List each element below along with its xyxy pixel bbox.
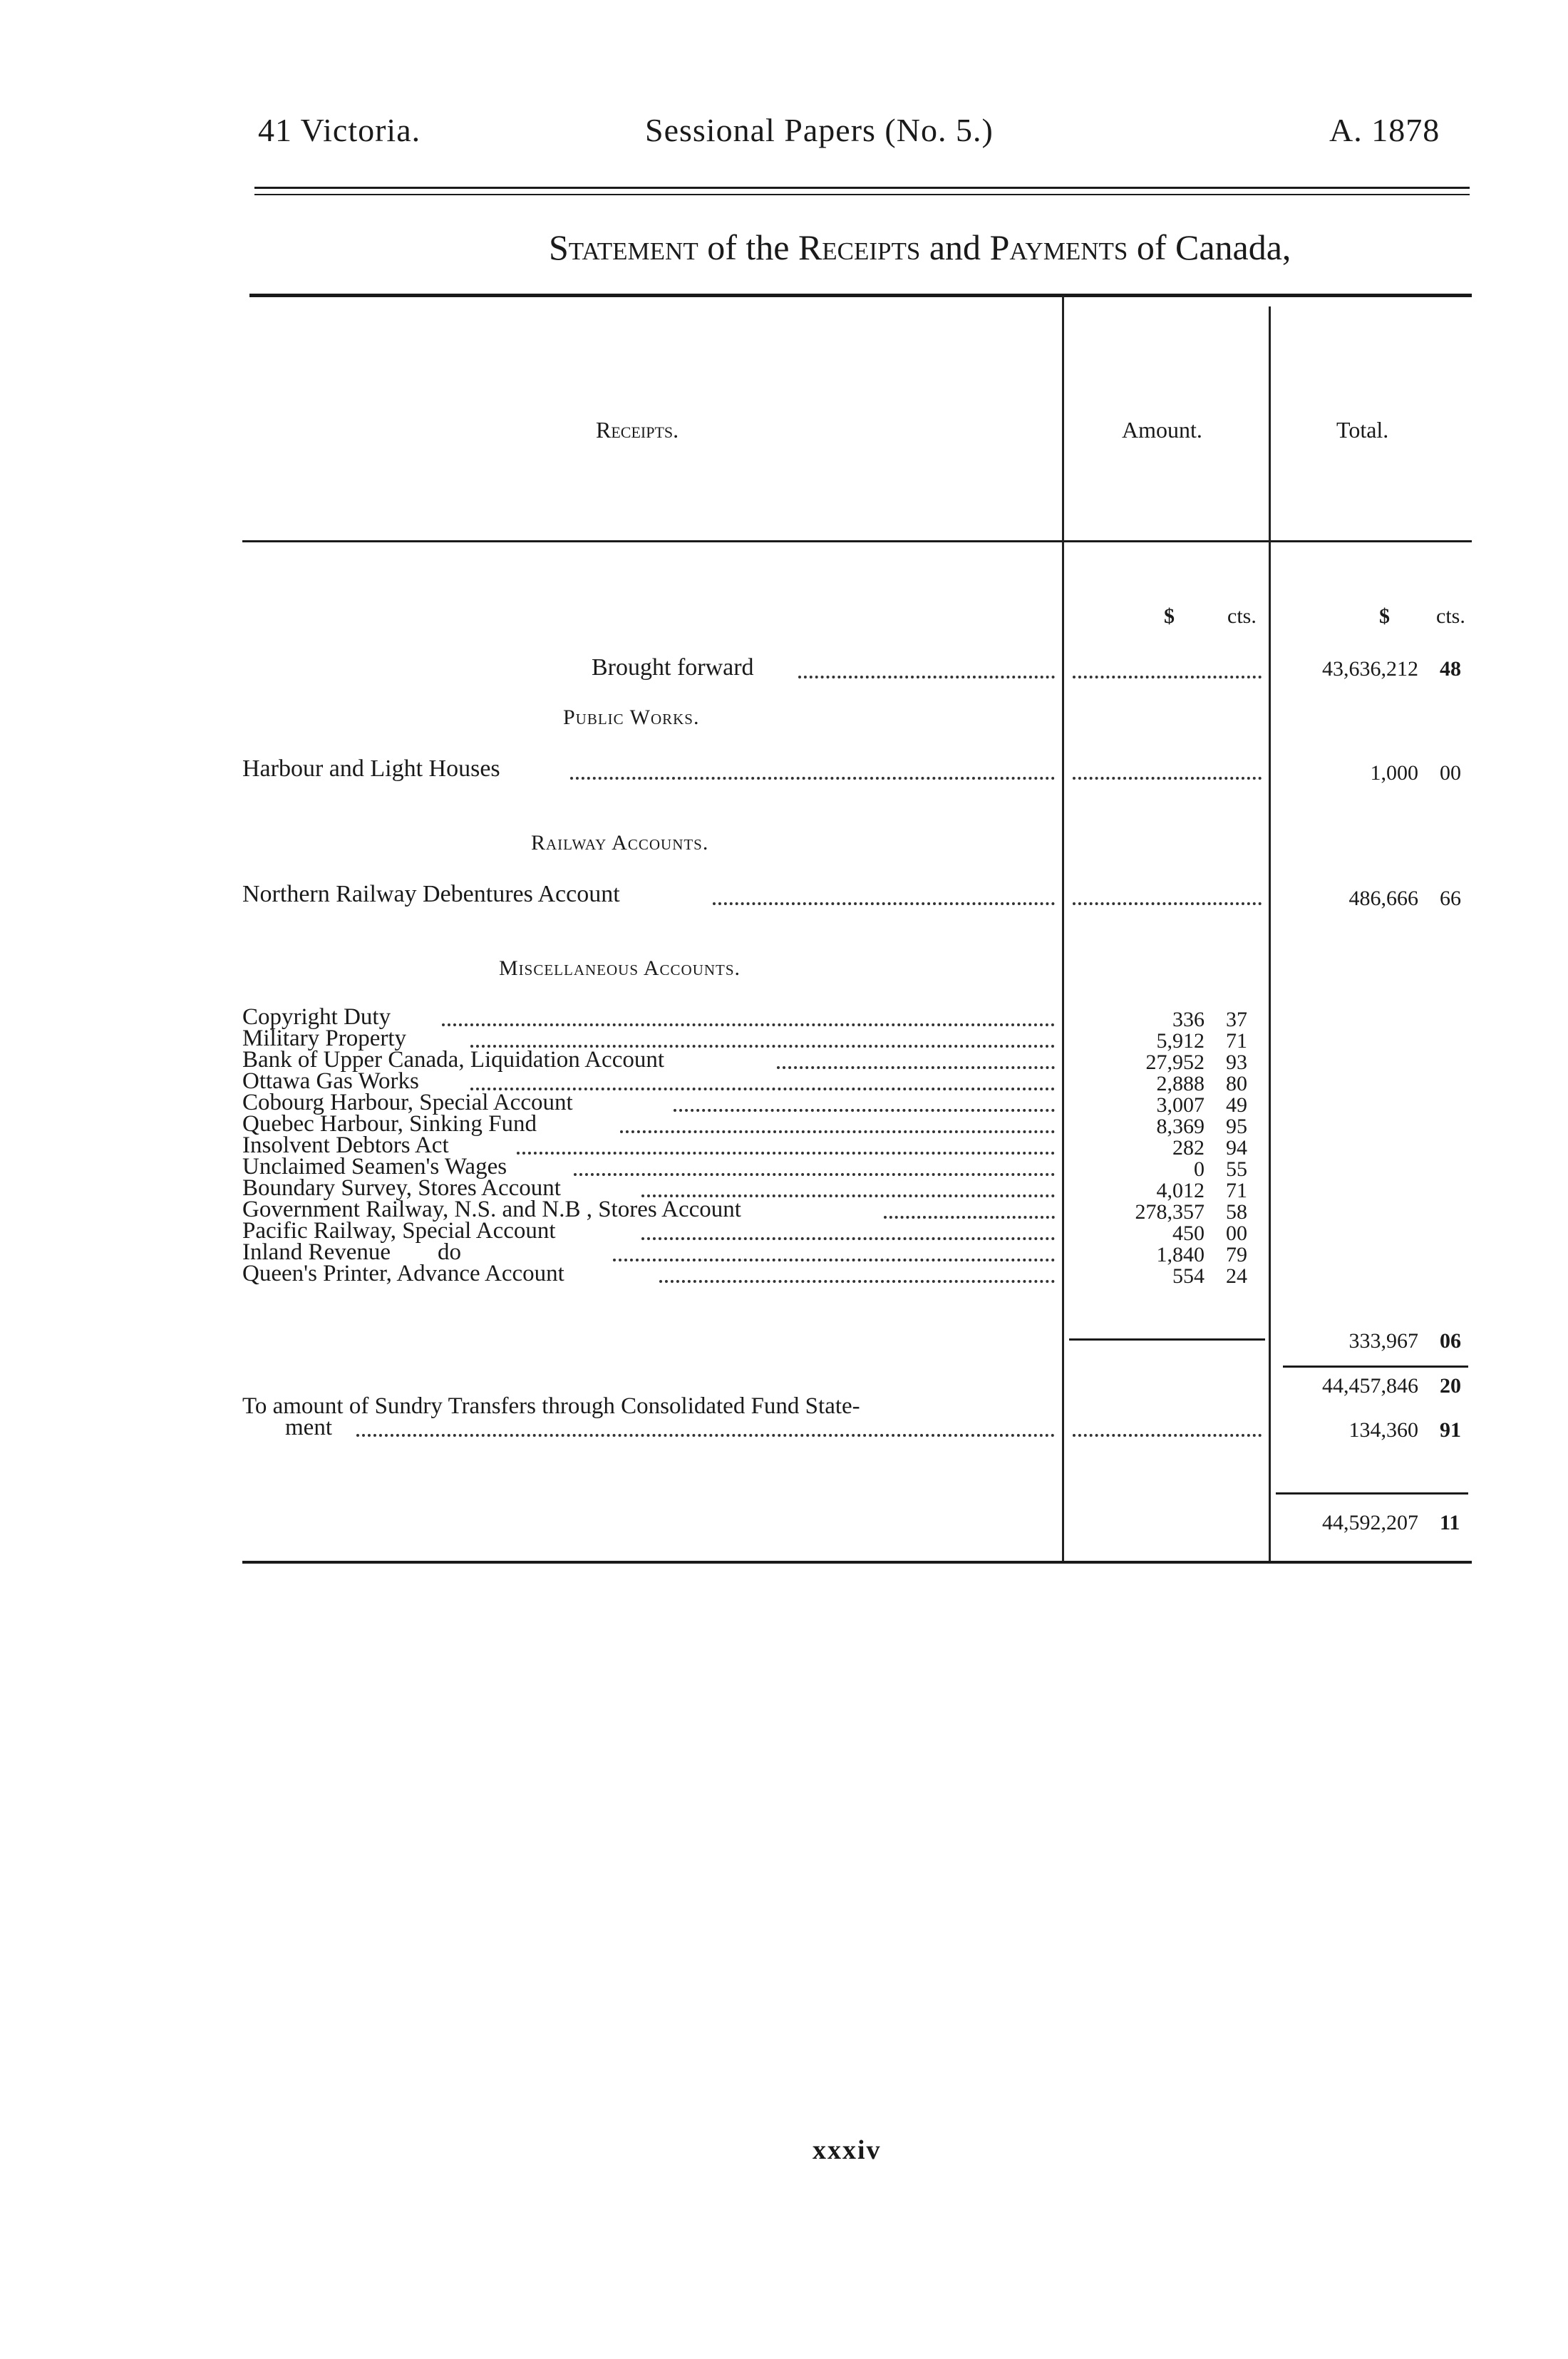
list-item-government-railway: Government Railway, N.S. and N.B , Stores Account (242, 1197, 741, 1222)
header-left: 41 Victoria. (258, 112, 421, 148)
cents-pacific-railway: 00 (1226, 1222, 1247, 1245)
cents-inland-revenue: 79 (1226, 1243, 1247, 1266)
leader-dots (777, 1066, 1055, 1069)
header-rule-top (254, 187, 1470, 189)
cents-cobourg-harbour: 49 (1226, 1093, 1247, 1117)
page-number: xxxiv (813, 2135, 882, 2165)
leader-dots (470, 1045, 1055, 1048)
amount-cobourg-harbour: 3,007 (1156, 1093, 1205, 1117)
amount-pacific-railway: 450 (1172, 1222, 1205, 1245)
header-right: A. 1878 (1329, 112, 1440, 148)
amount-dollar-unit: $ (1164, 604, 1175, 628)
leader-dots (884, 1216, 1055, 1219)
miscellaneous-total-cents: 06 (1440, 1329, 1461, 1353)
leader-dots (356, 1434, 1055, 1437)
leader-dots (674, 1109, 1055, 1112)
cents-government-railway: 58 (1226, 1200, 1247, 1224)
harbour-total: 1,000 (1370, 761, 1418, 785)
list-item-military-property: Military Property (242, 1026, 407, 1051)
amount-insolvent-debtors: 282 (1172, 1136, 1205, 1160)
amount-column-divider (1062, 296, 1064, 1561)
receipts-column-header: Receipts. (596, 417, 679, 443)
grand-total-rule (1276, 1492, 1468, 1495)
cents-ottawa-gas-works: 80 (1226, 1072, 1247, 1095)
leader-dots (1073, 1434, 1262, 1437)
public-works-heading: Public Works. (563, 706, 700, 729)
cents-military-property: 71 (1226, 1029, 1247, 1053)
total-column-divider (1269, 306, 1271, 1561)
northern-railway-total-cents: 66 (1440, 887, 1461, 910)
brought-forward-total-cents: 48 (1440, 657, 1461, 681)
leader-dots (570, 777, 1055, 780)
leader-dots (613, 1259, 1055, 1261)
leader-dots (517, 1152, 1055, 1155)
cents-queens-printer: 24 (1226, 1264, 1247, 1288)
total-dollar-unit: $ (1379, 604, 1390, 628)
amount-unclaimed-wages: 0 (1194, 1157, 1205, 1181)
subtotal-rule (1283, 1366, 1468, 1368)
leader-dots (641, 1237, 1055, 1240)
list-item-cobourg-harbour: Cobourg Harbour, Special Account (242, 1090, 573, 1115)
amount-ottawa-gas-works: 2,888 (1156, 1072, 1205, 1095)
list-item-ottawa-gas-works: Ottawa Gas Works (242, 1068, 419, 1094)
leader-dots (574, 1173, 1055, 1176)
total-column-header: Total. (1336, 417, 1389, 443)
leader-dots (470, 1088, 1055, 1090)
list-item-copyright-duty: Copyright Duty (242, 1004, 391, 1030)
list-item-unclaimed-wages: Unclaimed Seamen's Wages (242, 1154, 507, 1180)
cents-bank-upper-canada: 93 (1226, 1051, 1247, 1074)
amount-cents-unit: cts. (1227, 604, 1257, 628)
amount-quebec-harbour: 8,369 (1156, 1115, 1205, 1138)
grand-total-cents: 11 (1440, 1511, 1460, 1534)
northern-railway-total: 486,666 (1348, 887, 1418, 910)
miscellaneous-total: 333,967 (1348, 1329, 1418, 1353)
amount-queens-printer: 554 (1172, 1264, 1205, 1288)
amount-inland-revenue: 1,840 (1156, 1243, 1205, 1266)
statement-title: Statement of the Receipts and Payments of Canada, (549, 227, 1291, 267)
northern-railway-label: Northern Railway Debentures Account (242, 881, 620, 907)
cents-copyright-duty: 37 (1226, 1008, 1247, 1031)
brought-forward-total: 43,636,212 (1322, 657, 1418, 681)
harbour-total-cents: 00 (1440, 761, 1461, 785)
table-top-rule (249, 294, 1472, 297)
leader-dots (1073, 676, 1262, 678)
cents-unclaimed-wages: 55 (1226, 1157, 1247, 1181)
sundry-transfers-total: 134,360 (1348, 1418, 1418, 1442)
amount-boundary-survey: 4,012 (1156, 1179, 1205, 1202)
miscellaneous-accounts-heading: Miscellaneous Accounts. (499, 956, 741, 980)
subtotal-total: 44,457,846 (1322, 1374, 1418, 1398)
sundry-transfers-total-cents: 91 (1440, 1418, 1461, 1442)
header-center: Sessional Papers (No. 5.) (645, 112, 994, 148)
railway-accounts-heading: Railway Accounts. (531, 831, 709, 855)
table-header-rule (242, 540, 1472, 542)
list-item-boundary-survey: Boundary Survey, Stores Account (242, 1175, 561, 1201)
list-item-queens-printer: Queen's Printer, Advance Account (242, 1261, 564, 1286)
grand-total: 44,592,207 (1322, 1511, 1418, 1534)
list-item-bank-upper-canada: Bank of Upper Canada, Liquidation Account (242, 1047, 665, 1073)
sundry-transfers-label-line1: To amount of Sundry Transfers through Consolidated Fund State- (242, 1393, 860, 1419)
amount-military-property: 5,912 (1156, 1029, 1205, 1053)
header-rule-bottom (254, 194, 1470, 195)
cents-insolvent-debtors: 94 (1226, 1136, 1247, 1160)
leader-dots (641, 1194, 1055, 1197)
amount-bank-upper-canada: 27,952 (1145, 1051, 1205, 1074)
cents-boundary-survey: 71 (1226, 1179, 1247, 1202)
amount-column-header: Amount. (1122, 417, 1202, 443)
total-cents-unit: cts. (1436, 604, 1465, 628)
brought-forward-label: Brought forward (592, 654, 754, 681)
harbour-label: Harbour and Light Houses (242, 755, 500, 782)
amount-copyright-duty: 336 (1172, 1008, 1205, 1031)
sundry-transfers-label-line2: ment (285, 1415, 332, 1440)
leader-dots (659, 1280, 1055, 1283)
leader-dots (1073, 777, 1262, 780)
leader-dots (713, 902, 1055, 905)
list-item-pacific-railway: Pacific Railway, Special Account (242, 1218, 556, 1244)
table-bottom-rule (242, 1561, 1472, 1564)
leader-dots (620, 1130, 1055, 1133)
amount-government-railway: 278,357 (1135, 1200, 1205, 1224)
leader-dots (798, 676, 1055, 678)
list-item-inland-revenue: Inland Revenue do (242, 1239, 462, 1265)
leader-dots (1073, 902, 1262, 905)
subtotal-total-cents: 20 (1440, 1374, 1461, 1398)
list-item-insolvent-debtors: Insolvent Debtors Act (242, 1132, 449, 1158)
misc-subtotal-rule (1069, 1338, 1265, 1341)
list-item-quebec-harbour: Quebec Harbour, Sinking Fund (242, 1111, 537, 1137)
cents-quebec-harbour: 95 (1226, 1115, 1247, 1138)
leader-dots (442, 1023, 1055, 1026)
